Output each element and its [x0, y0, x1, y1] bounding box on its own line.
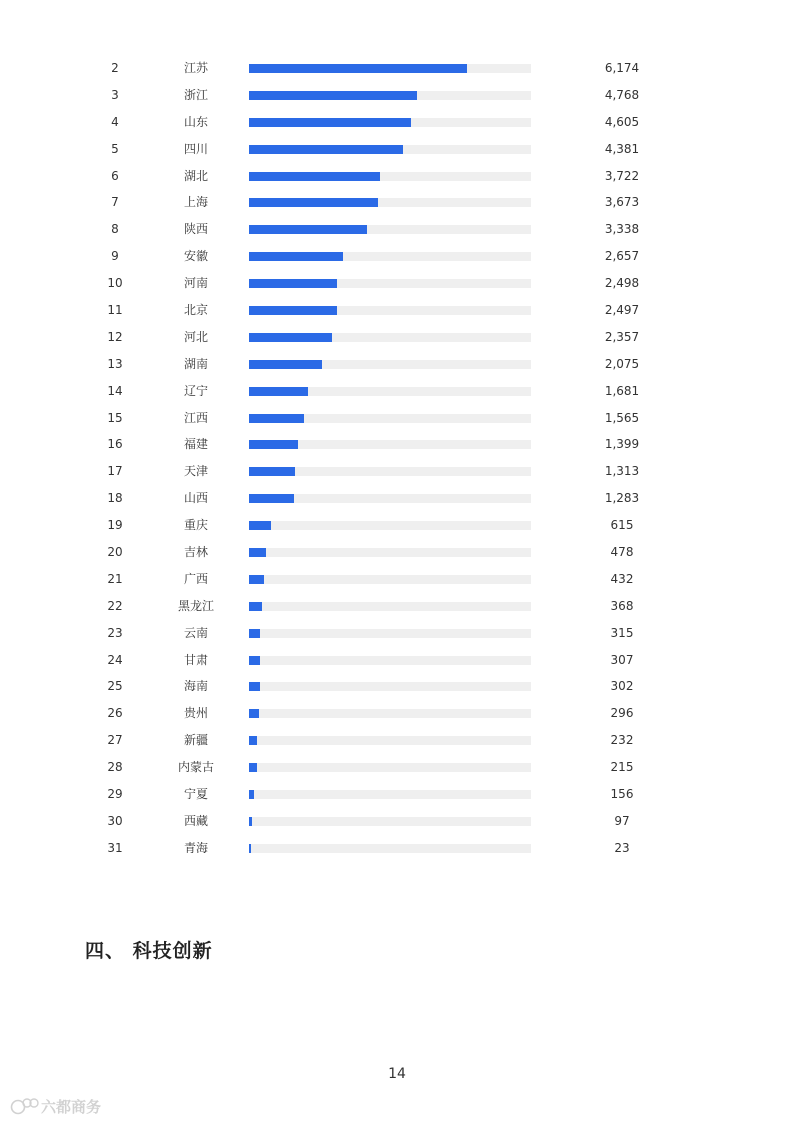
table-row: [0, 431, 794, 458]
page-number: 14: [388, 1066, 406, 1082]
rank-number: 28: [107, 760, 123, 775]
table-row: [0, 324, 794, 351]
svg-text:六都商务: 六都商务: [41, 1098, 102, 1116]
rank-number: 31: [107, 840, 123, 855]
bar-fill: [249, 602, 262, 611]
bar-track: [249, 360, 531, 369]
bar-track: [249, 656, 531, 665]
table-row: [0, 485, 794, 512]
rank-number: 12: [107, 329, 123, 344]
bar-fill: [249, 333, 332, 342]
table-row: [0, 216, 794, 243]
value-label: 1,565: [604, 410, 640, 425]
bar-track: [249, 709, 531, 718]
value-label: 4,605: [604, 114, 640, 129]
bar-track: [249, 225, 531, 234]
bar-fill: [249, 763, 257, 772]
bar-fill: [249, 790, 254, 799]
table-row: [0, 458, 794, 485]
table-row: [0, 82, 794, 109]
value-label: 2,075: [604, 356, 640, 371]
bar-track: [249, 790, 531, 799]
table-row: [0, 405, 794, 432]
table-row: [0, 593, 794, 620]
province-name: 西藏: [183, 813, 208, 828]
bar-track: [249, 548, 531, 557]
logo-mark-icon: [8, 1094, 108, 1118]
table-row: [0, 512, 794, 539]
bar-track: [249, 279, 531, 288]
value-label: 6,174: [604, 61, 640, 75]
bar-fill: [249, 306, 337, 315]
bar-fill: [249, 467, 295, 476]
rank-number: 10: [107, 276, 123, 291]
bar-fill: [249, 629, 260, 638]
value-label: 215: [610, 760, 634, 775]
ranking-table: [0, 55, 794, 862]
bar-track: [249, 172, 531, 181]
bar-fill: [249, 145, 403, 154]
bar-fill: [249, 225, 367, 234]
bar-track: [249, 440, 531, 449]
province-name: 福建: [183, 437, 208, 452]
table-row: [0, 378, 794, 405]
province-name: 海南: [183, 679, 208, 694]
bar-fill: [249, 656, 260, 665]
rank-number: 15: [107, 410, 123, 425]
province-name: 青海: [183, 840, 208, 855]
table-row: [0, 109, 794, 136]
bar-track: [249, 145, 531, 154]
province-name: 陕西: [183, 222, 208, 237]
province-name: 上海: [183, 195, 208, 210]
rank-number: 13: [107, 356, 123, 371]
province-name: 湖北: [183, 168, 208, 183]
table-row: [0, 700, 794, 727]
rank-number: 7: [111, 195, 119, 210]
value-label: 156: [610, 787, 634, 802]
bar-track: [249, 64, 531, 73]
table-row: [0, 243, 794, 270]
value-label: 2,497: [604, 303, 640, 318]
province-name: 安徽: [183, 249, 208, 264]
province-name: 宁夏: [183, 787, 208, 802]
table-row: [0, 781, 794, 808]
value-label: 302: [610, 679, 634, 694]
table-row: [0, 163, 794, 190]
rank-number: 3: [111, 87, 119, 102]
rank-number: 19: [107, 518, 123, 533]
value-label: 1,313: [604, 464, 640, 479]
value-label: 368: [610, 598, 634, 613]
province-name: 重庆: [183, 518, 208, 533]
province-name: 黑龙江: [177, 598, 214, 613]
value-label: 432: [610, 571, 634, 586]
bar-fill: [249, 521, 271, 530]
bar-track: [249, 91, 531, 100]
bar-track: [249, 521, 531, 530]
table-row: [0, 297, 794, 324]
bar-fill: [249, 548, 266, 557]
table-row: [0, 835, 794, 862]
bar-fill: [249, 440, 298, 449]
province-name: 江苏: [183, 61, 208, 75]
rank-number: 9: [111, 249, 119, 264]
bar-fill: [249, 91, 417, 100]
value-label: 97: [614, 813, 630, 828]
province-name: 新疆: [183, 733, 208, 748]
province-name: 河北: [183, 329, 208, 344]
rank-number: 29: [107, 787, 123, 802]
table-row: [0, 727, 794, 754]
rank-number: 20: [107, 545, 123, 560]
bar-track: [249, 333, 531, 342]
rank-number: 25: [107, 679, 123, 694]
rank-number: 2: [111, 61, 119, 75]
value-label: 1,283: [604, 491, 640, 506]
value-label: 307: [610, 652, 634, 667]
rank-number: 16: [107, 437, 123, 452]
bar-fill: [249, 414, 304, 423]
bar-fill: [249, 682, 260, 691]
table-row: [0, 351, 794, 378]
table-row: [0, 270, 794, 297]
rank-number: 17: [107, 464, 123, 479]
province-name: 四川: [183, 141, 208, 156]
province-name: 山西: [183, 491, 208, 506]
rank-number: 6: [111, 168, 119, 183]
table-row: [0, 189, 794, 216]
bar-fill: [249, 279, 337, 288]
bar-fill: [249, 709, 259, 718]
value-label: 3,673: [604, 195, 640, 210]
rank-number: 5: [111, 141, 119, 156]
bar-track: [249, 844, 531, 853]
province-name: 山东: [183, 114, 208, 129]
bar-track: [249, 118, 531, 127]
bar-track: [249, 763, 531, 772]
bar-fill: [249, 64, 467, 73]
bar-fill: [249, 844, 251, 853]
bar-track: [249, 414, 531, 423]
bar-track: [249, 575, 531, 584]
bar-track: [249, 387, 531, 396]
bar-track: [249, 467, 531, 476]
value-label: 3,722: [604, 168, 640, 183]
value-label: 2,657: [604, 249, 640, 264]
table-row: [0, 620, 794, 647]
table-row: [0, 566, 794, 593]
table-row: [0, 754, 794, 781]
province-name: 吉林: [183, 545, 208, 560]
province-name: 甘肃: [183, 652, 208, 667]
rank-number: 26: [107, 706, 123, 721]
value-label: 232: [610, 733, 634, 748]
value-label: 4,768: [604, 87, 640, 102]
value-label: 478: [610, 545, 634, 560]
province-name: 广西: [183, 571, 208, 586]
bar-fill: [249, 118, 411, 127]
province-name: 辽宁: [183, 383, 208, 398]
rank-number: 8: [111, 222, 119, 237]
province-name: 贵州: [183, 706, 208, 721]
bar-track: [249, 494, 531, 503]
rank-number: 4: [111, 114, 119, 129]
table-row: [0, 673, 794, 700]
rank-number: 21: [107, 571, 123, 586]
watermark: [8, 1094, 108, 1118]
value-label: 315: [610, 625, 634, 640]
value-label: 3,338: [604, 222, 640, 237]
bar-fill: [249, 736, 257, 745]
bar-track: [249, 252, 531, 261]
province-name: 云南: [183, 625, 208, 640]
table-row: [0, 808, 794, 835]
bar-track: [249, 629, 531, 638]
province-name: 内蒙古: [177, 760, 214, 775]
rank-number: 14: [107, 383, 123, 398]
value-label: 2,357: [604, 329, 640, 344]
bar-fill: [249, 387, 308, 396]
province-name: 湖南: [183, 356, 208, 371]
bar-track: [249, 736, 531, 745]
bar-track: [249, 602, 531, 611]
bar-fill: [249, 172, 380, 181]
value-label: 1,399: [604, 437, 640, 452]
province-name: 河南: [183, 276, 208, 291]
bar-fill: [249, 252, 343, 261]
value-label: 615: [610, 518, 634, 533]
table-row: [0, 55, 794, 82]
bar-track: [249, 198, 531, 207]
value-label: 1,681: [604, 383, 640, 398]
bar-fill: [249, 575, 264, 584]
table-row: [0, 136, 794, 163]
value-label: 4,381: [604, 141, 640, 156]
rank-number: 11: [107, 303, 123, 318]
bar-fill: [249, 198, 378, 207]
rank-number: 27: [107, 733, 123, 748]
province-name: 江西: [183, 410, 208, 425]
province-name: 浙江: [183, 87, 208, 102]
bar-track: [249, 682, 531, 691]
value-label: 2,498: [604, 276, 640, 291]
section-heading: 四、 科技创新: [85, 940, 213, 962]
table-row: [0, 647, 794, 674]
bar-track: [249, 817, 531, 826]
rank-number: 24: [107, 652, 123, 667]
value-label: 23: [614, 840, 630, 855]
bar-fill: [249, 494, 294, 503]
bar-track: [249, 306, 531, 315]
bar-fill: [249, 817, 252, 826]
province-name: 天津: [183, 464, 208, 479]
table-row: [0, 539, 794, 566]
rank-number: 23: [107, 625, 123, 640]
bar-fill: [249, 360, 322, 369]
rank-number: 18: [107, 491, 123, 506]
value-label: 296: [610, 706, 634, 721]
province-name: 北京: [183, 303, 208, 318]
rank-number: 30: [107, 813, 123, 828]
rank-number: 22: [107, 598, 123, 613]
